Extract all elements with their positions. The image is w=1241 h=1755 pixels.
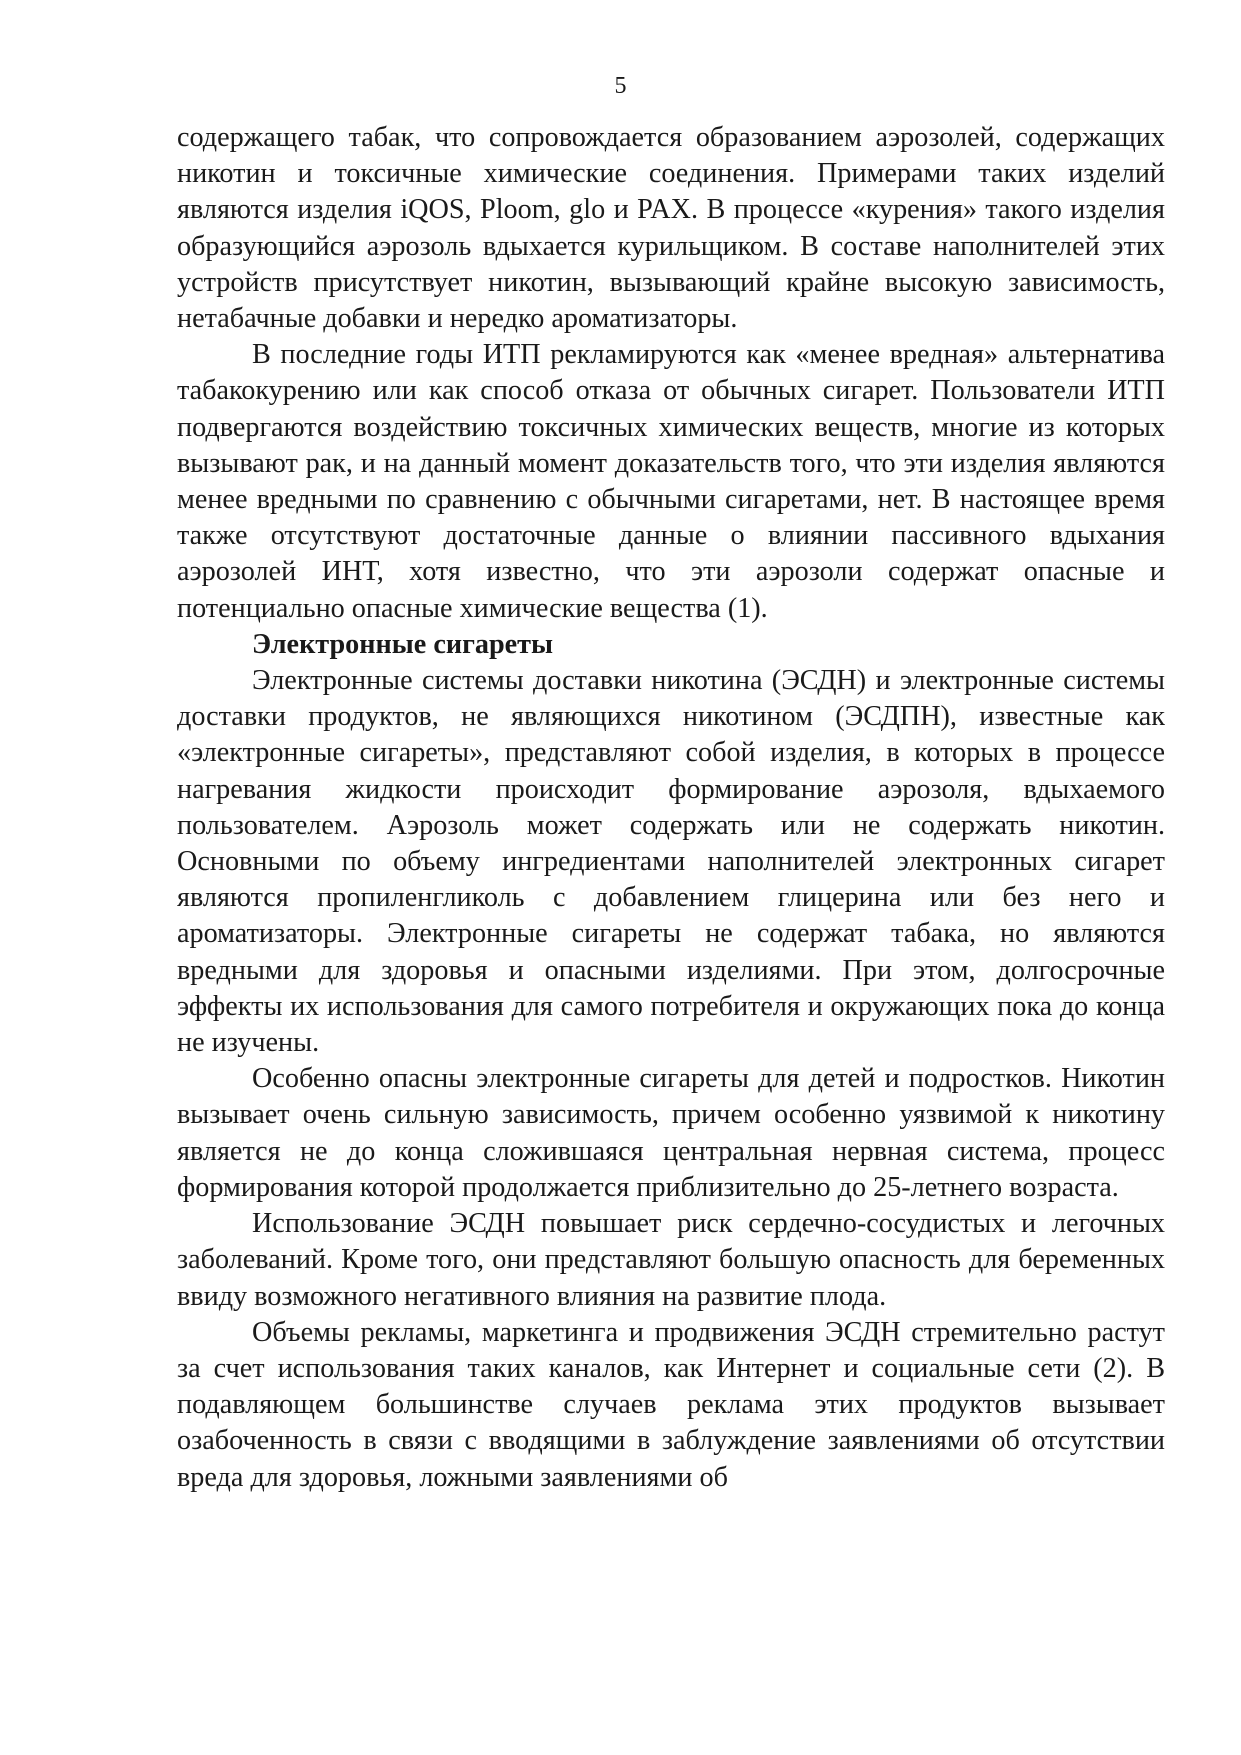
paragraph-itp-advertising: В последние годы ИТП рекламируются как «менее вредная» альтернатива табакокурению или как способ отказа от обычных сигарет. Пользователи ИТП подвергаются воздействию токсичных химических веществ, многие из которых вызывают рак, и на данный момент доказательств того, что эти изделия являются менее вредными по сравнению с обычными сигаретами, нет. В настоящее время также отсутствуют достаточные данные о влиянии пассивного вдыхания аэрозолей ИНТ, хотя известно, что эти аэрозоли содержат опасные и потенциально опасные химические вещества (1). xyxy=(177,339,1165,624)
paragraph-continuation: содержащего табак, что сопровождается образованием аэрозолей, содержащих никотин и токсичные химические соединения. Примерами таких изделий являются изделия iQOS, Ploom, glo и PAX. В процессе «курения» такого изделия образующийся аэрозоль вдыхается курильщиком. В составе наполнителей этих устройств присутствует никотин, вызывающий крайне высокую зависимость, нетабачные добавки и нередко ароматизаторы. xyxy=(177,122,1165,335)
paragraph-health-risks: Использование ЭСДН повышает риск сердечно-сосудистых и легочных заболеваний. Кроме того, они представляют большую опасность для беременных ввиду возможного негативного влияния на развитие плода. xyxy=(177,1208,1165,1312)
paragraph-ends-definition: Электронные системы доставки никотина (ЭСДН) и электронные системы доставки продуктов, не являющихся никотином (ЭСДПН), известные как «электронные сигареты», представляют собой изделия, в которых в процессе нагревания жидкости происходит формирование аэрозоля, вдыхаемого пользователем. Аэрозоль может содержать или не содержать никотин. Основными по объему ингредиентами наполнителей электронных сигарет являются пропиленгликоль с добавлением глицерина или без него и ароматизаторы. Электронные сигареты не содержат табака, но являются вредными для здоровья и опасными изделиями. При этом, долгосрочные эффекты их использования для самого потребителя и окружающих пока до конца не изучены. xyxy=(177,665,1165,1059)
page-number: 5 xyxy=(614,73,627,99)
paragraph-advertising-growth: Объемы рекламы, маркетинга и продвижения ЭСДН стремительно растут за счет использования таких каналов, как Интернет и социальные сети (2). В подавляющем большинстве случаев реклама этих продуктов вызывает озабоченность в связи с вводящими в заблуждение заявлениями об отсутствии вреда для здоровья, ложными заявлениями об xyxy=(177,1316,1165,1493)
document-body xyxy=(177,120,1165,1496)
paragraph-youth-danger: Особенно опасны электронные сигареты для детей и подростков. Никотин вызывает очень сильную зависимость, причем особенно уязвимой к никотину является не до конца сложившаяся центральная нервная система, процесс формирования которой продолжается приблизительно до 25-летнего возраста. xyxy=(177,1063,1165,1203)
section-heading-e-cigarettes: Электронные сигареты xyxy=(252,628,554,660)
